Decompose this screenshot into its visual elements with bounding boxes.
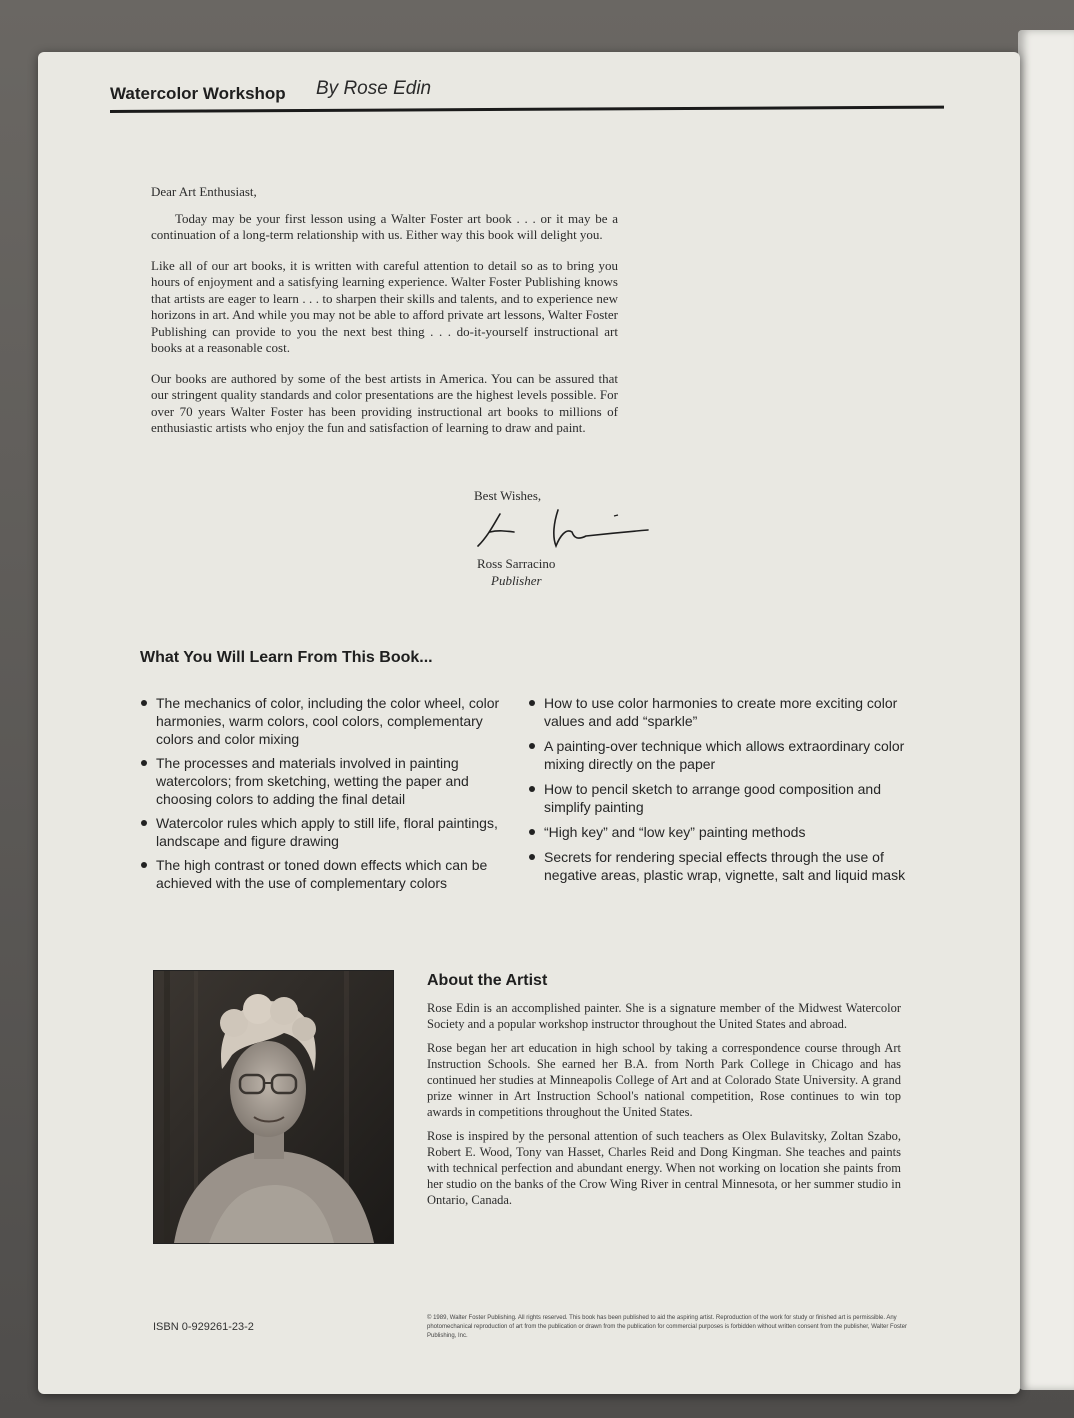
about-paragraph: Rose began her art education in high school by taking a correspondence course through Art Instruction Schools. She earned her B.A. from North Park College in Chicago and has continued her studies at Minneapolis College of Art and at Colorado State University. A grand prize winner in Art Instruction School's national competition, Rose continues to win top awards in competitions throughout the United States. bbox=[427, 1041, 901, 1119]
about-paragraph: Rose Edin is an accomplished painter. She is a signature member of the Midwest Watercolor Society and a popular workshop instructor throughout the United States and abroad. bbox=[427, 1001, 901, 1031]
bullet-icon bbox=[529, 854, 535, 860]
list-item-text: “High key” and “low key” painting methods bbox=[544, 824, 806, 840]
bullet-icon bbox=[529, 700, 535, 706]
copyright-notice: © 1989, Walter Foster Publishing. All rights reserved. This book has been published to aid the aspiring artist. Reproduction of the work for study or finished art is permissible. Any photomechanical reproduction of art from the publication or drawn from the publication for commercial purposes is forbidden without written consent from the publisher, Walter Foster Publishing, Inc. bbox=[427, 1315, 908, 1339]
book-author: By Rose Edin bbox=[316, 78, 432, 99]
learn-list-right bbox=[526, 694, 916, 891]
learn-heading: What You Will Learn From This Book... bbox=[140, 649, 433, 666]
bullet-icon bbox=[141, 820, 147, 826]
list-item-text: How to use color harmonies to create more exciting color values and add “sparkle” bbox=[544, 695, 898, 729]
book-page bbox=[38, 52, 1020, 1394]
list-item bbox=[526, 694, 916, 730]
list-item-text: The high contrast or toned down effects which can be achieved with the use of complementary colors bbox=[156, 857, 488, 891]
list-item-text: The processes and materials involved in painting watercolors; from sketching, wetting the paper and choosing colors to adding the final detail bbox=[156, 755, 469, 807]
bullet-icon bbox=[529, 786, 535, 792]
list-item bbox=[138, 814, 518, 850]
signature-image bbox=[474, 506, 654, 554]
book-title: Watercolor Workshop bbox=[110, 84, 286, 103]
publisher-letter bbox=[151, 184, 618, 451]
list-item bbox=[138, 694, 518, 748]
bullet-icon bbox=[529, 743, 535, 749]
list-item-text: Watercolor rules which apply to still life, floral paintings, landscape and figure drawing bbox=[156, 815, 498, 849]
page-header bbox=[110, 76, 944, 116]
closing-line: Best Wishes, bbox=[474, 488, 542, 503]
artist-portrait-image bbox=[154, 971, 393, 1243]
bullet-icon bbox=[141, 862, 147, 868]
header-rule bbox=[110, 106, 944, 113]
about-paragraph: Rose is inspired by the personal attention of such teachers as Olex Bulavitsky, Zoltan Szabo, Robert E. Wood, Tony van Hasset, Charles Reid and Dong Kingman. She teaches and paints with technical perfection and abundant energy. When not working on location she paints from her studio on the banks of the Crow Wing River in central Minnesota, or her summer studio in Ontario, Canada. bbox=[427, 1129, 901, 1207]
adjacent-page-edge bbox=[1018, 30, 1074, 1390]
bullet-icon bbox=[141, 700, 147, 706]
list-item bbox=[526, 823, 916, 841]
list-item-text: A painting-over technique which allows extraordinary color mixing directly on the paper bbox=[544, 738, 905, 772]
about-heading: About the Artist bbox=[427, 972, 548, 989]
letter-paragraph: Our books are authored by some of the best artists in America. You can be assured that our stringent quality standards and color presentations are the highest levels possible. For over 70 years Walter Foster has been providing instructional art books to millions of enthusiastic artists who enjoy the fun and satisfaction of learning to draw and paint. bbox=[151, 370, 618, 435]
signer-title: Publisher bbox=[491, 573, 542, 588]
bullet-icon bbox=[529, 829, 535, 835]
learn-list-left bbox=[138, 694, 518, 898]
list-item bbox=[138, 856, 518, 892]
list-item-text: The mechanics of color, including the color wheel, color harmonies, warm colors, cool colors, complementary colors and color mixing bbox=[156, 695, 500, 747]
artist-photo bbox=[153, 970, 394, 1244]
list-item-text: How to pencil sketch to arrange good composition and simplify painting bbox=[544, 781, 881, 815]
list-item bbox=[526, 780, 916, 816]
letter-paragraph: Like all of our art books, it is written with careful attention to detail so as to bring you hours of enjoyment and a satisfying learning experience. Walter Foster Publishing knows that artists are eager to learn . . . to sharpen their skills and talents, and to experience new horizons in art. And while you may not be able to afford private art lessons, Walter Foster Publishing can provide to you the next best thing . . . do-it-yourself instructional art books at a reasonable cost. bbox=[151, 257, 618, 355]
about-body bbox=[427, 1000, 901, 1216]
list-item bbox=[138, 754, 518, 808]
letter-paragraph: Today may be your first lesson using a Walter Foster art book . . . or it may be a continuation of a long-term relationship with us. Either way this book will delight you. bbox=[151, 210, 618, 242]
letter-greeting: Dear Art Enthusiast, bbox=[151, 184, 257, 199]
letter-closing bbox=[474, 488, 674, 588]
signer-name: Ross Sarracino bbox=[477, 556, 556, 571]
list-item bbox=[526, 737, 916, 773]
bullet-icon bbox=[141, 760, 147, 766]
list-item bbox=[526, 848, 916, 884]
list-item-text: Secrets for rendering special effects through the use of negative areas, plastic wrap, vignette, salt and liquid mask bbox=[544, 849, 906, 883]
isbn-number: ISBN 0-929261-23-2 bbox=[153, 1321, 254, 1333]
